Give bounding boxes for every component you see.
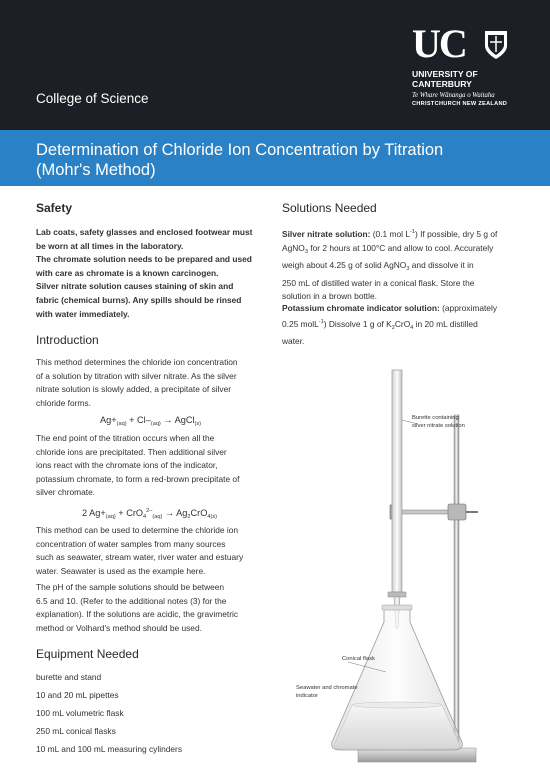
equipment-item: 10 mL and 100 mL measuring cylinders <box>36 744 183 754</box>
burette-label-line: silver nitrate solution <box>412 422 465 429</box>
intro-line: explanation). If the solutions are acidic, the gravimetric <box>36 609 239 620</box>
eq1-product-state: (s) <box>194 421 202 427</box>
introduction-heading: Introduction <box>36 333 99 347</box>
logo-maori: Te Whare Wānanga o Waitaha <box>412 92 495 99</box>
intro-line: water. Seawater is used as the example here. <box>36 565 206 576</box>
chromate-text-span: ) Dissolve 1 g of K <box>323 318 392 329</box>
equipment-item: burette and stand <box>36 672 102 682</box>
intro-line: such as seawater, stream water, river water and estuary <box>36 552 244 563</box>
eq2-product-ag: Ag <box>176 508 188 518</box>
eq1-product: AgCl <box>174 415 195 425</box>
chromate-sup: -1 <box>318 318 324 325</box>
equipment-item: 10 and 20 mL pipettes <box>36 690 119 700</box>
logo-city: CHRISTCHURCH NEW ZEALAND <box>412 101 508 107</box>
eq2-product-state: 4(s) <box>207 514 218 520</box>
logo-crest-icon <box>484 30 508 60</box>
college-name: College of Science <box>36 91 149 106</box>
eq1-cl-state: (aq) <box>150 421 161 427</box>
logo-line2: CANTERBURY <box>412 79 472 89</box>
silver-text: for 2 hours at 100°C and allow to cool. Accurately <box>307 242 494 253</box>
chromate-text-span: water. <box>282 336 305 347</box>
safety-line: Silver nitrate solution causes staining of skin and <box>36 281 234 292</box>
intro-line: The end point of the titration occurs when all the <box>36 433 215 443</box>
eq1-arrow: → <box>163 415 173 425</box>
equation-2 <box>82 508 217 520</box>
chromate-text-span: (approximately <box>439 303 498 313</box>
eq2-product-cro: CrO <box>190 508 208 518</box>
flask-rim <box>382 605 412 610</box>
titration-apparatus-diagram <box>290 360 530 770</box>
silver-sub: 3 <box>406 266 410 273</box>
intro-para-3 <box>36 524 276 578</box>
equipment-heading: Equipment Needed <box>36 647 139 661</box>
safety-text <box>36 226 276 321</box>
eq2-ag-state: (aq) <box>105 514 116 520</box>
intro-line: chloride ions are precipitated. Then additional silver <box>36 446 227 457</box>
solutions-heading: Solutions Needed <box>282 201 377 215</box>
eq2-chromate: + CrO <box>118 508 144 518</box>
stand-rod <box>454 415 459 750</box>
silver-nitrate-text <box>282 226 527 304</box>
silver-text: ) If possible, dry 5 g of <box>414 229 498 239</box>
intro-line: of a solution by titration with silver nitrate. As the silver <box>36 370 237 381</box>
intro-line: ions react with the chromate ions of the indicator, <box>36 460 218 471</box>
safety-line: Lab coats, safety glasses and enclosed footwear must <box>36 227 253 237</box>
eq2-arrow: → <box>164 508 175 518</box>
safety-line: be worn at all times in the laboratory. <box>36 240 184 251</box>
eq1-ag-state: (aq) <box>116 421 127 427</box>
intro-line: silver chromate. <box>36 487 96 498</box>
burette-stopcock <box>388 592 406 597</box>
chromate-sub: 2 <box>391 324 395 331</box>
intro-para-2 <box>36 432 276 500</box>
title-line-1: Determination of Chloride Ion Concentration by Titration <box>36 141 444 159</box>
solution-label <box>296 685 358 700</box>
intro-line: nitrate solution is slowly added, a precipitate of silver <box>36 384 232 395</box>
silver-conc: (0.1 mol L <box>370 229 410 239</box>
equipment-item: 250 mL conical flasks <box>36 726 116 736</box>
intro-line: chloride forms. <box>36 397 91 408</box>
silver-text: weigh about 4.25 g of solid AgNO <box>282 260 407 271</box>
eq1-ag: Ag+ <box>100 415 117 425</box>
logo-line1: UNIVERSITY OF <box>412 69 478 79</box>
chromate-text-span: CrO <box>394 318 411 329</box>
solution-label-line: Seawater and chromate <box>296 685 358 691</box>
eq2-chromate-sub: 4 <box>143 514 147 520</box>
intro-line: method or Volhard's method should be used. <box>36 622 202 633</box>
silver-nitrate-label: Silver nitrate solution: <box>282 229 371 239</box>
silver-text: AgNO <box>282 242 305 253</box>
intro-para-1 <box>36 356 276 410</box>
safety-heading: Safety <box>36 201 73 215</box>
safety-line: with care as chromate is a known carcinogen. <box>36 267 219 278</box>
chromate-text-span: in 20 mL distilled <box>413 318 478 329</box>
chromate-text <box>282 302 527 349</box>
flask-solution <box>334 705 460 749</box>
university-logo <box>412 21 532 114</box>
clamp-boss <box>448 504 466 520</box>
burette-tube <box>392 370 402 592</box>
solution-label-line: indicator <box>296 692 318 699</box>
eq2-ag: 2 Ag+ <box>82 508 106 518</box>
intro-line: This method determines the chloride ion concentration <box>36 357 238 367</box>
equipment-list <box>36 668 276 758</box>
solution-surface <box>352 702 442 708</box>
burette-label-line: Burette containing <box>412 415 459 421</box>
intro-para-4 <box>36 581 276 635</box>
chromate-text-span: 0.25 molL <box>282 318 319 329</box>
intro-line: concentration of water samples from many sources <box>36 538 226 549</box>
document-title <box>36 140 516 180</box>
intro-line: The pH of the sample solutions should be between <box>36 582 225 592</box>
equation-1 <box>100 415 201 427</box>
title-line-2: (Mohr's Method) <box>36 161 156 179</box>
silver-sub: 3 <box>304 248 308 255</box>
eq2-chromate-state: (aq) <box>152 514 163 520</box>
safety-line: fabric (chemical burns). Any spills should be rinsed <box>36 294 242 305</box>
safety-line: with water immediately. <box>36 308 130 319</box>
safety-line: The chromate solution needs to be prepared and used <box>36 254 252 265</box>
silver-conc-sup: -1 <box>410 229 415 235</box>
equipment-item: 100 mL volumetric flask <box>36 708 124 718</box>
logo-uc: UC <box>412 21 466 66</box>
silver-text: solution in a brown bottle. <box>282 291 377 302</box>
silver-text: and dissolve it in <box>409 260 474 271</box>
intro-line: potassium chromate, to form a red-brown precipitate of <box>36 473 240 484</box>
silver-text: 250 mL of distilled water in a conical flask. Store the <box>282 277 475 288</box>
burette-label <box>412 415 465 430</box>
eq2-product-sub: 2 <box>187 514 191 520</box>
eq1-cl: + Cl– <box>129 415 151 425</box>
intro-line: This method can be used to determine the chloride ion <box>36 525 239 535</box>
intro-line: 6.5 and 10. (Refer to the additional notes (3) for the <box>36 595 227 606</box>
conical-flask-label: Conical flask <box>342 656 375 662</box>
chromate-label: Potassium chromate indicator solution: <box>282 303 440 313</box>
chromate-sub: 4 <box>410 324 414 331</box>
eq2-chromate-charge: 2– <box>146 508 153 514</box>
